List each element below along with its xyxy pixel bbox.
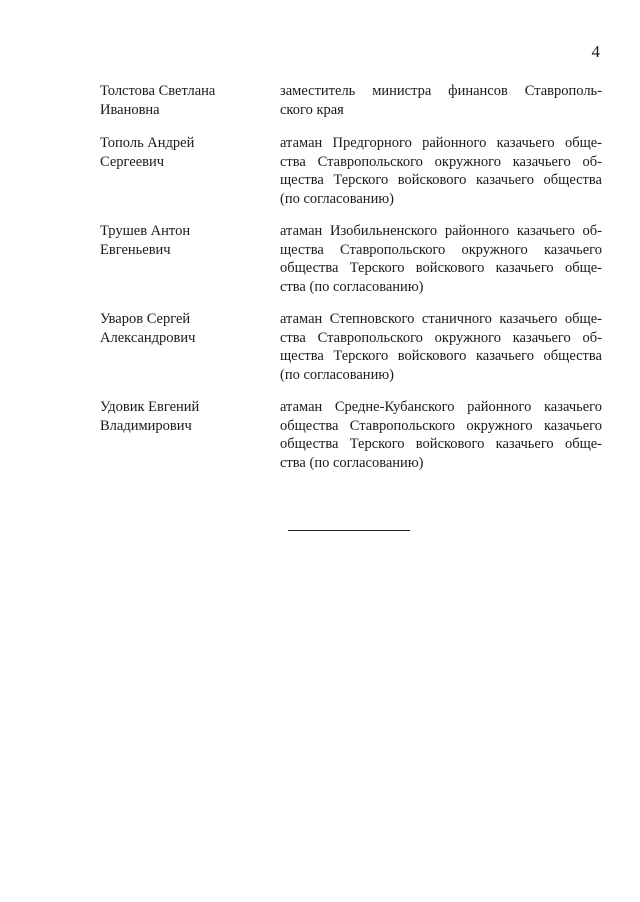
position-line: атаман Степновского станичного казачьего обще- [280, 311, 602, 327]
name-line: Удовик Евгений [100, 399, 200, 415]
member-position [280, 82, 602, 119]
members-list [100, 82, 602, 472]
member-position [280, 134, 602, 208]
end-separator-line [288, 530, 410, 531]
list-item [100, 398, 602, 472]
name-line: Тополь Андрей [100, 135, 195, 151]
position-line: щества Терского войскового казачьего общества [280, 348, 602, 364]
list-item [100, 222, 602, 296]
member-position [280, 310, 602, 384]
position-line: общества Терского войскового казачьего обще- [280, 436, 602, 452]
list-item [100, 82, 602, 119]
name-line: Ивановна [100, 101, 160, 118]
position-line: общества Ставропольского окружного казачьего [280, 417, 602, 434]
member-name [100, 82, 280, 119]
page-number: 4 [591, 42, 600, 61]
position-line: (по согласованию) [280, 366, 394, 383]
member-position [280, 222, 602, 296]
position-line: атаман Предгорного районного казачьего обще- [280, 135, 602, 151]
position-line: ского края [280, 101, 344, 118]
list-item [100, 310, 602, 384]
name-line: Уваров Сергей [100, 311, 191, 327]
list-item [100, 134, 602, 208]
member-name [100, 134, 280, 171]
position-line: ства Ставропольского окружного казачьего об- [280, 329, 602, 346]
name-line: Толстова Светлана [100, 83, 216, 99]
position-line: (по согласованию) [280, 190, 394, 207]
position-line: атаман Средне-Кубанского районного казачьего [280, 399, 602, 415]
position-line: общества Терского войскового казачьего обще- [280, 260, 602, 276]
member-name [100, 398, 280, 435]
name-line: Трушев Антон [100, 223, 191, 239]
name-line: Сергеевич [100, 153, 165, 170]
name-line: Александрович [100, 329, 196, 346]
position-line: заместитель министра финансов Ставрополь- [280, 83, 602, 99]
position-line: ства (по согласованию) [280, 454, 424, 471]
position-line: щества Ставропольского окружного казачьего [280, 241, 602, 258]
member-name [100, 310, 280, 347]
position-line: атаман Изобильненского районного казачьего об- [280, 223, 602, 239]
member-name [100, 222, 280, 259]
name-line: Евгеньевич [100, 241, 171, 258]
position-line: ства (по согласованию) [280, 278, 424, 295]
position-line: щества Терского войскового казачьего общества [280, 172, 602, 188]
position-line: ства Ставропольского окружного казачьего об- [280, 153, 602, 170]
member-position [280, 398, 602, 472]
name-line: Владимирович [100, 417, 192, 434]
